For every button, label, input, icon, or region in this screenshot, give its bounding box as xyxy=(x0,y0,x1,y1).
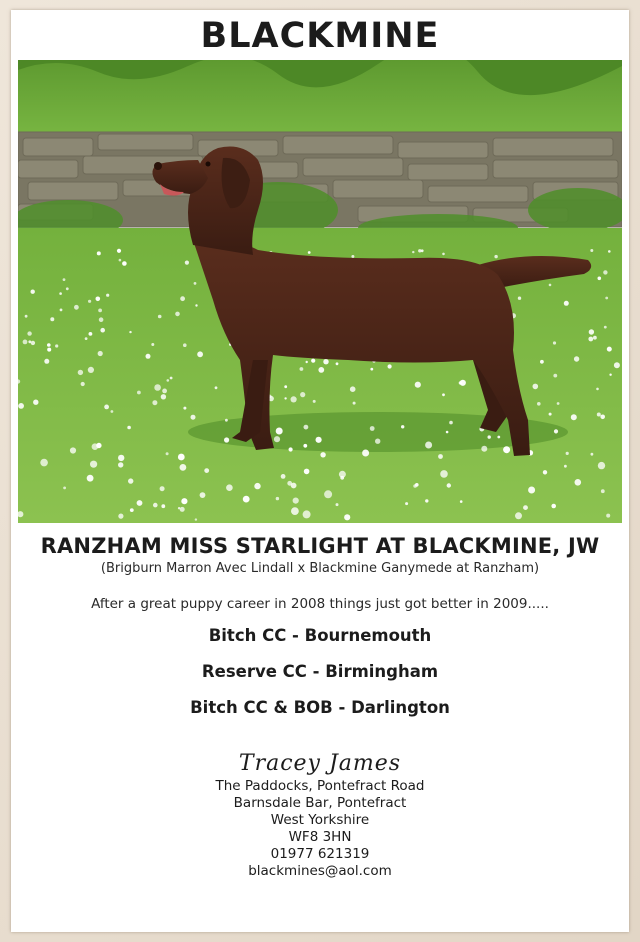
dog-name: RANZHAM MISS STARLIGHT AT BLACKMINE, JW xyxy=(40,534,600,558)
phone-number: 01977 621319 xyxy=(270,846,370,862)
dog-photo xyxy=(18,60,622,523)
address-line: West Yorkshire xyxy=(270,812,370,828)
kennel-title: BLACKMINE xyxy=(200,16,440,56)
dog-pedigree: (Brigburn Marron Avec Lindall x Blackmine Ganymede at Ranzham) xyxy=(100,561,540,576)
email-address[interactable]: blackmines@aol.com xyxy=(248,863,392,879)
award-line: Bitch CC & BOB - Darlington xyxy=(190,698,450,717)
advert-page xyxy=(11,10,629,932)
owner-name: Tracey James xyxy=(238,751,402,776)
award-line: Bitch CC - Bournemouth xyxy=(208,626,432,645)
address-line: Barnsdale Bar, Pontefract xyxy=(233,795,407,811)
postcode: WF8 3HN xyxy=(288,829,352,845)
address-line: The Paddocks, Pontefract Road xyxy=(215,778,425,794)
intro-text: After a great puppy career in 2008 things just got better in 2009..... xyxy=(91,596,549,612)
award-line: Reserve CC - Birmingham xyxy=(201,662,439,681)
